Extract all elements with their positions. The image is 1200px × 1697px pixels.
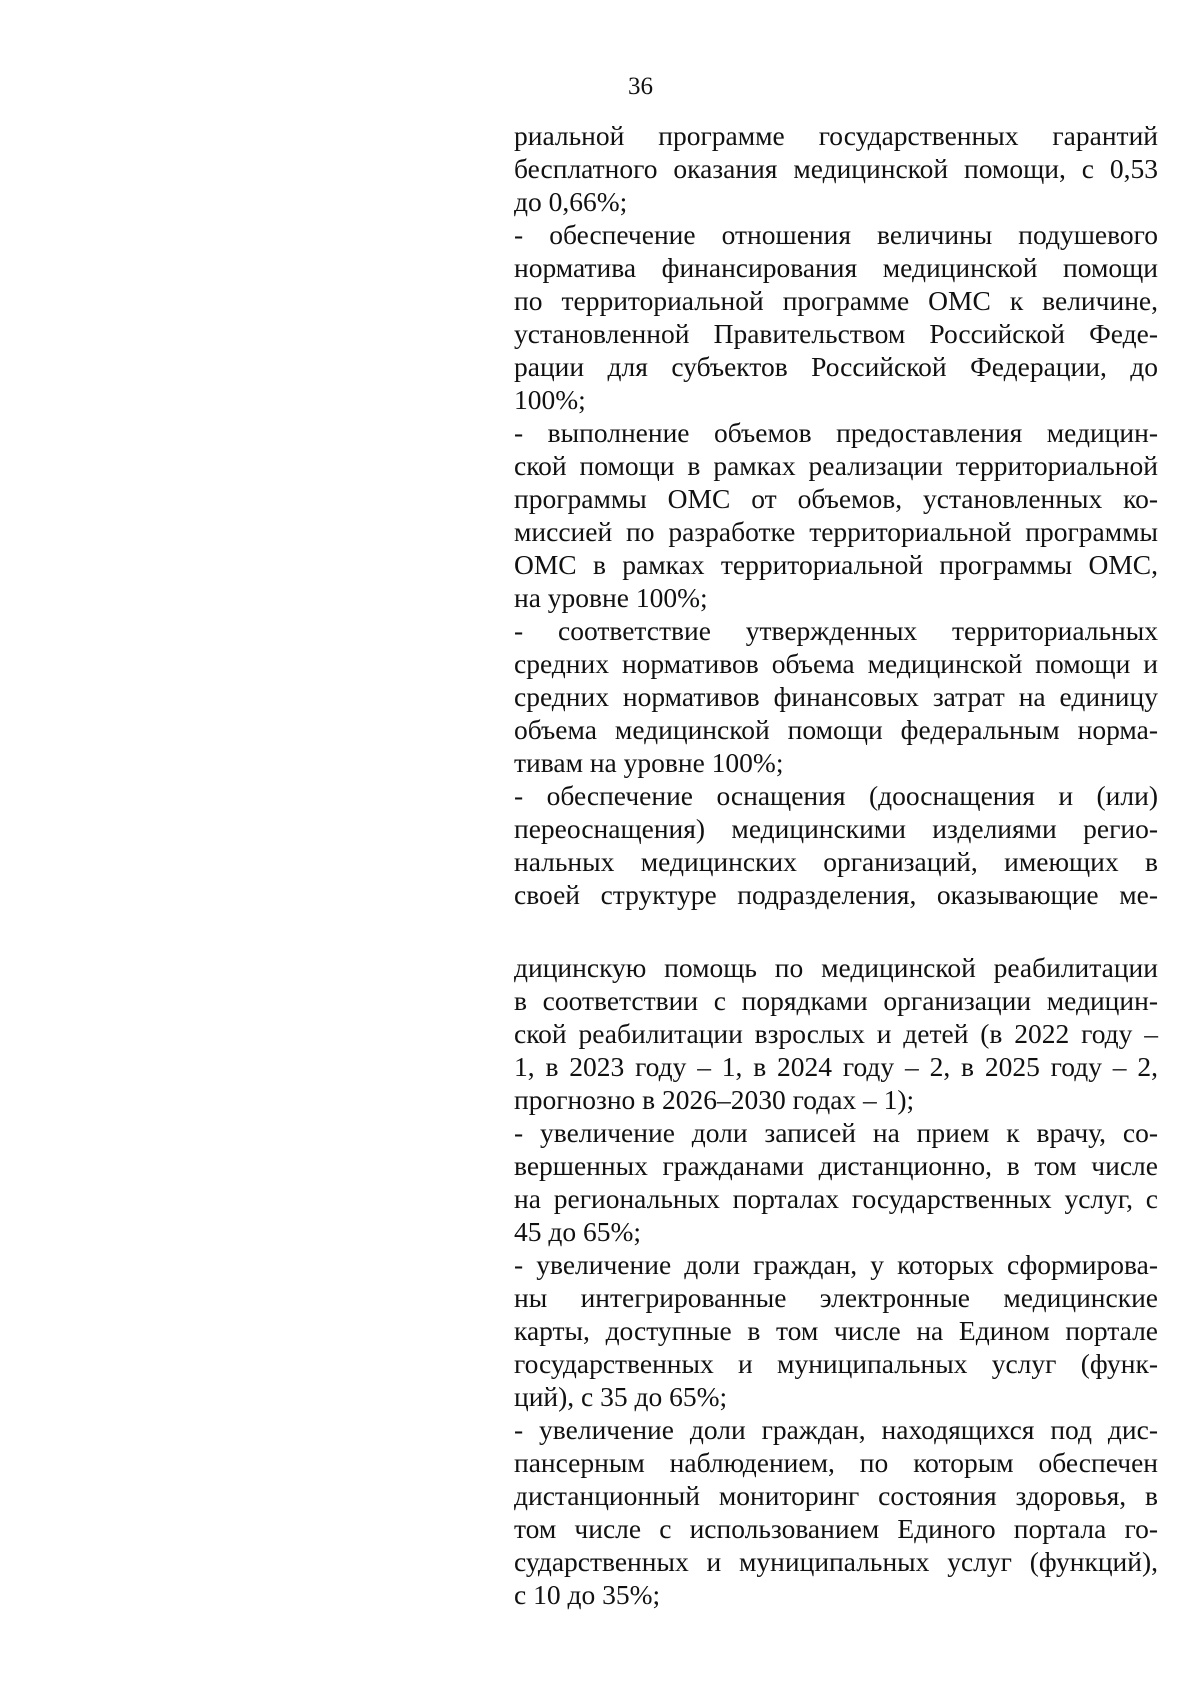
text-line: прогнозно в 2026–2030 годах – 1); — [514, 1084, 915, 1115]
text-line: том числе с использованием Единого портала го- — [514, 1513, 1158, 1544]
text-line: средних нормативов финансовых затрат на единицу — [514, 681, 1158, 712]
text-line: ны интегрированные электронные медицинские — [514, 1282, 1158, 1313]
text-line: дистанционный мониторинг состояния здоровья, в — [514, 1480, 1158, 1511]
text-line: до 0,66%; — [514, 186, 628, 217]
text-line: рации для субъектов Российской Федерации, до — [514, 351, 1158, 382]
text-line: бесплатного оказания медицинской помощи, с 0,53 — [514, 153, 1158, 184]
text-line: с 10 до 35%; — [514, 1579, 661, 1610]
text-line: миссией по разработке территориальной программы — [514, 516, 1158, 547]
text-line: переоснащения) медицинскими изделиями регио- — [514, 813, 1158, 844]
text-line: дицинскую помощь по медицинской реабилитации — [514, 952, 1158, 983]
text-line: 100%; — [514, 384, 586, 415]
text-line: программы ОМС от объемов, установленных ко- — [514, 483, 1158, 514]
text-line: тивам на уровне 100%; — [514, 747, 784, 778]
text-line: - увеличение доли граждан, находящихся под дис- — [514, 1414, 1158, 1445]
text-block-bottom — [514, 951, 1158, 1611]
text-line: средних нормативов объема медицинской помощи и — [514, 648, 1158, 679]
text-line: - обеспечение оснащения (дооснащения и (или) — [514, 780, 1158, 811]
text-line: риальной программе государственных гарантий — [514, 120, 1158, 151]
text-line: своей структуре подразделения, оказывающие ме- — [514, 879, 1158, 910]
text-line: - выполнение объемов предоставления медицин- — [514, 417, 1158, 448]
text-line: ций), с 35 до 65%; — [514, 1381, 728, 1412]
text-line: нальных медицинских организаций, имеющих в — [514, 846, 1158, 877]
text-line: на региональных порталах государственных услуг, с — [514, 1183, 1158, 1214]
text-line: установленной Правительством Российской Феде- — [514, 318, 1158, 349]
text-block-top — [514, 119, 1158, 911]
text-line: вершенных гражданами дистанционно, в том числе — [514, 1150, 1158, 1181]
text-line: по территориальной программе ОМС к величине, — [514, 285, 1158, 316]
text-line: на уровне 100%; — [514, 582, 708, 613]
text-line: - увеличение доли записей на прием к врачу, со- — [514, 1117, 1158, 1148]
text-line: государственных и муниципальных услуг (функ- — [514, 1348, 1158, 1379]
text-line: - увеличение доли граждан, у которых сформирова- — [514, 1249, 1158, 1280]
text-line: объема медицинской помощи федеральным норма- — [514, 714, 1158, 745]
text-line: ОМС в рамках территориальной программы ОМС, — [514, 549, 1158, 580]
text-line: норматива финансирования медицинской помощи — [514, 252, 1158, 283]
page-number: 36 — [628, 73, 653, 100]
text-line: пансерным наблюдением, по которым обеспечен — [514, 1447, 1158, 1478]
text-line: - соответствие утвержденных территориальных — [514, 615, 1158, 646]
text-line: в соответствии с порядками организации медицин- — [514, 985, 1158, 1016]
text-line: 45 до 65%; — [514, 1216, 642, 1247]
text-line: ской помощи в рамках реализации территориальной — [514, 450, 1158, 481]
text-line: ской реабилитации взрослых и детей (в 2022 году – — [514, 1018, 1158, 1049]
text-line: сударственных и муниципальных услуг (функций), — [514, 1546, 1158, 1577]
text-line: карты, доступные в том числе на Едином портале — [514, 1315, 1158, 1346]
text-line: - обеспечение отношения величины подушевого — [514, 219, 1158, 250]
text-line: 1, в 2023 году – 1, в 2024 году – 2, в 2025 году – 2, — [514, 1051, 1158, 1082]
